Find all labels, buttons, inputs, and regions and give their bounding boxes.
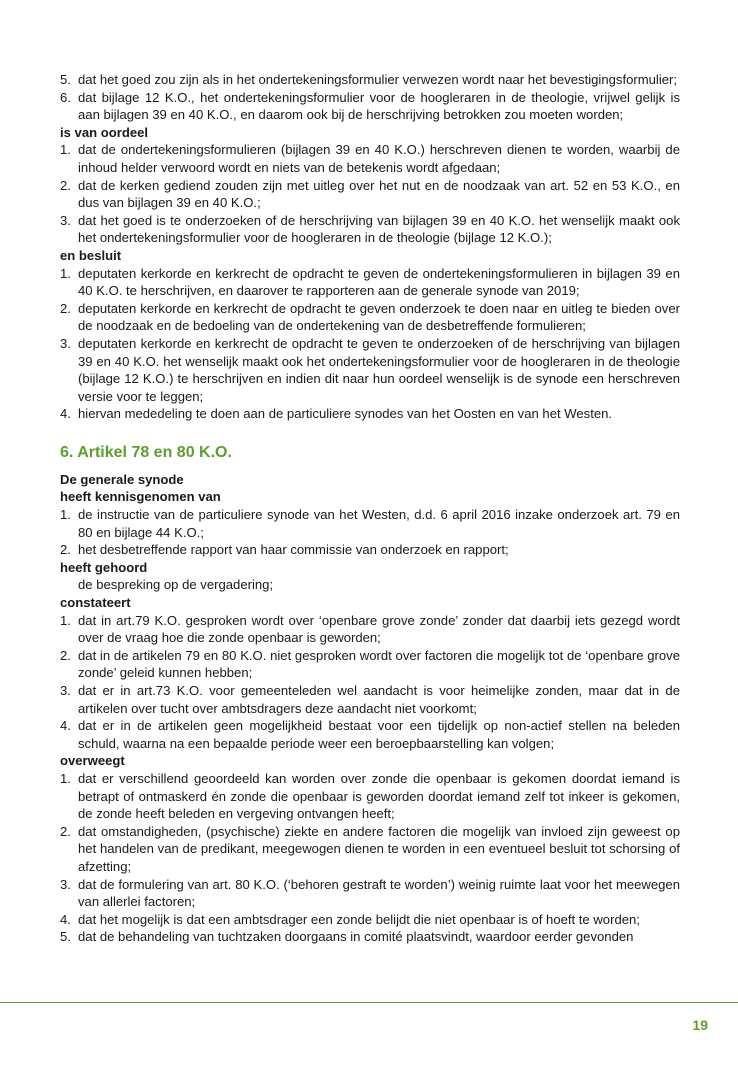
item-text: dat de formulering van art. 80 K.O. (‘behoren gestraft te worden’) weinig ruimte laat voor het meewegen van allerlei factoren; — [78, 876, 680, 910]
item-number: 2. — [60, 647, 71, 663]
item-text: deputaten kerkorde en kerkrecht de opdracht te geven onderzoek te doen naar en uitleg te bieden over de noodzaak en de bedoeling van de ondertekening van de desbetreffende formulieren; — [78, 300, 680, 334]
list-item — [60, 612, 680, 647]
body-text — [60, 71, 680, 946]
list-item — [60, 212, 680, 247]
list-item — [60, 928, 680, 946]
item-number: 3. — [60, 212, 71, 228]
item-number: 3. — [60, 683, 71, 698]
item-text: dat er in de artikelen geen mogelijkheid bestaat voor een tijdelijk op non-actief stellen na beleden schuld, waarna na een bepaalde periode weer een beroepbaarstelling kan volgen; — [78, 718, 680, 751]
kennis-label: heeft kennisgenomen van — [60, 489, 221, 505]
gehoord-text: de bespreking op de vergadering; — [78, 577, 274, 593]
synode-label: De generale synode — [60, 471, 184, 487]
item-text: dat bijlage 12 K.O., het ondertekeningsformulier voor de hoogleraren in de theologie, vrijwel gelijk is aan bijlagen 39 en 40 K.O., en daarom ook bij de herschrijving betrokken zou moeten worden; — [78, 89, 680, 123]
list-item — [60, 647, 680, 682]
list-item — [60, 405, 680, 423]
item-number: 1. — [60, 770, 71, 786]
item-number: 4. — [60, 406, 71, 422]
oordeel-list — [60, 141, 680, 247]
item-text: dat in de artikelen 79 en 80 K.O. niet gesproken wordt over factoren die mogelijk tot de ‘openbare grove zonde’ geleid kunnen hebben; — [78, 647, 680, 681]
item-number: 1. — [60, 142, 71, 158]
oordeel-label: is van oordeel — [60, 124, 149, 140]
item-text: dat er in art.73 K.O. voor gemeenteleden wel aandacht is voor heimelijke zonden, maar dat in de artikelen over tucht over ambtsdragers deze aandacht niet voorkomt; — [78, 683, 680, 716]
list-item — [60, 71, 680, 89]
item-number: 3. — [60, 335, 71, 351]
item-number: 4. — [60, 911, 71, 927]
list-item — [60, 335, 680, 405]
overweegt-label: overweegt — [60, 753, 125, 769]
item-number: 6. — [60, 89, 71, 105]
list-item — [60, 177, 680, 212]
item-text: deputaten kerkorde en kerkrecht de opdracht te geven de ondertekeningsformulieren in bijlagen 39 en 40 K.O. te herschrijven, en daarover te rapporteren aan de generale synode van 2019; — [78, 265, 680, 299]
item-number: 2. — [60, 823, 71, 839]
list-item — [60, 823, 680, 876]
item-number: 1. — [60, 265, 71, 281]
item-text: dat het goed zou zijn als in het ondertekeningsformulier verwezen wordt naar het bevestigingsformulier; — [78, 72, 678, 87]
item-text: dat het mogelijk is dat een ambtsdrager een zonde belijdt die niet openbaar is of hoeft te worden; — [78, 911, 640, 927]
item-text: dat de behandeling van tuchtzaken doorgaans in comité plaatsvindt, waardoor eerder gevonden — [78, 929, 634, 945]
item-text: dat omstandigheden, (psychische) ziekte en andere factoren die mogelijk van invloed zijn geweest op het handelen van de predikant, meegewogen dienen te worden in een eventueel besluit tot schorsing of afzetting; — [78, 823, 680, 874]
list-item — [60, 682, 680, 717]
item-number: 1. — [60, 612, 71, 628]
intro-list — [60, 71, 680, 124]
item-text: dat het goed is te onderzoeken of de herschrijving van bijlagen 39 en 40 K.O. het wenselijk maakt ook het ondertekeningsformulier voor de hoogleraren in de theologie (bijlage 12 K.O.); — [78, 212, 680, 246]
item-text: deputaten kerkorde en kerkrecht de opdracht te geven te onderzoeken of de herschrijving van bijlagen 39 en 40 K.O. het wenselijk maakt ook het ondertekeningsformulier voor de hoogleraren in de theologie (bijlage 12 K.O.) te herschrijven en indien dit naar hun oordeel wenselijk is de synode een herschreven versie voor te leggen; — [78, 335, 680, 404]
item-text: dat de ondertekeningsformulieren (bijlagen 39 en 40 K.O.) herschreven dienen te worden, waarbij de inhoud helder verwoord wordt en niets van de betekenis wordt afgedaan; — [78, 142, 680, 175]
page-number: 19 — [692, 1017, 708, 1033]
list-item — [60, 89, 680, 124]
list-item — [60, 506, 680, 541]
list-item — [60, 141, 680, 176]
item-number: 5. — [60, 72, 71, 87]
item-number: 5. — [60, 929, 71, 945]
list-item — [60, 265, 680, 300]
list-item — [60, 770, 680, 823]
item-text: dat in art.79 K.O. gesproken wordt over ‘openbare grove zonde’ zonder dat daarbij iets gezegd wordt over de vraag hoe die zonde openbaar is geworden; — [78, 612, 680, 646]
item-number: 1. — [60, 507, 71, 523]
constateert-label: constateert — [60, 595, 131, 611]
list-item — [60, 717, 680, 752]
item-number: 2. — [60, 177, 71, 193]
list-item — [60, 541, 680, 559]
kennis-list — [60, 506, 680, 559]
list-item — [60, 876, 680, 911]
besluit-list — [60, 265, 680, 423]
constateert-list — [60, 612, 680, 753]
item-number: 2. — [60, 300, 71, 316]
item-text: het desbetreffende rapport van haar commissie van onderzoek en rapport; — [78, 542, 509, 558]
overweegt-list — [60, 770, 680, 946]
list-item — [60, 911, 680, 929]
item-number: 3. — [60, 876, 71, 892]
besluit-label: en besluit — [60, 247, 122, 263]
item-number: 4. — [60, 718, 71, 734]
gehoord-label: heeft gehoord — [60, 559, 148, 575]
item-number: 2. — [60, 542, 71, 558]
item-text: hiervan mededeling te doen aan de particuliere synodes van het Oosten en van het Westen. — [78, 406, 613, 422]
item-text: de instructie van de particuliere synode van het Westen, d.d. 6 april 2016 inzake onderzoek art. 79 en 80 en bijlage 44 K.O.; — [78, 507, 680, 540]
item-text: dat er verschillend geoordeeld kan worden over zonde die openbaar is gekomen doordat iemand is betrapt of ontmaskerd én zonde die openbaar is geworden doordat iemand zelf tot inkeer is gekomen, de zonde heeft beleden en vergeving ontvangen heeft; — [78, 770, 680, 822]
list-item — [60, 300, 680, 335]
section-heading: 6. Artikel 78 en 80 K.O. — [60, 443, 232, 461]
item-text: dat de kerken gediend zouden zijn met uitleg over het nut en de noodzaak van art. 52 en 53 K.O., en dus van bijlagen 39 en 40 K.O.; — [78, 177, 680, 211]
footer-divider — [0, 1002, 738, 1003]
